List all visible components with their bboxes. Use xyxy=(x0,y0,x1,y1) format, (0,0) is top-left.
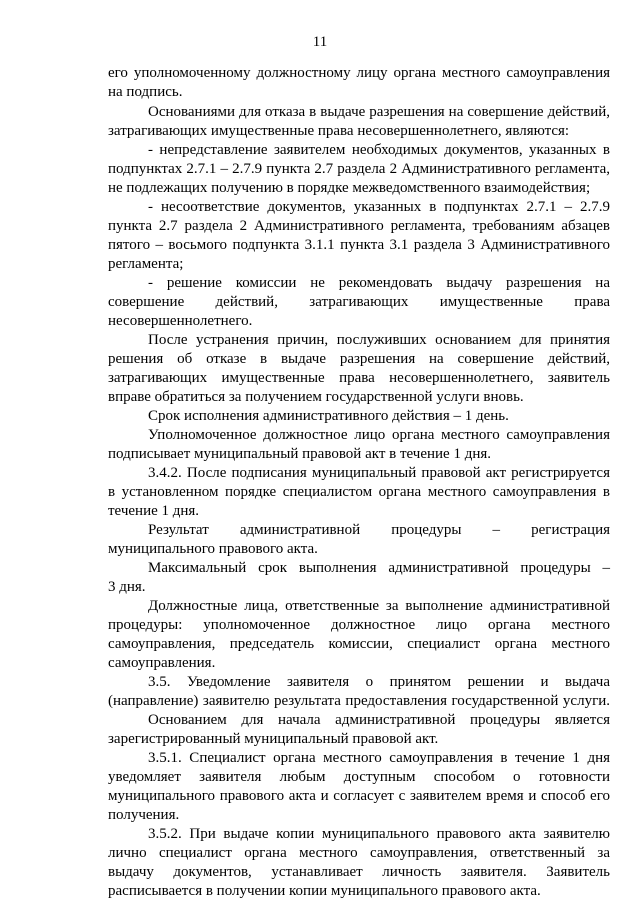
page-number: 11 xyxy=(312,34,328,50)
text-line: его уполномоченному должностному лицу органа местного самоуправления xyxy=(108,65,610,81)
text-line: 3.5.2. При выдаче копии муниципального правового акта заявителю xyxy=(148,826,610,842)
text-line: Основаниями для отказа в выдаче разрешения на совершение действий, xyxy=(148,104,610,120)
text-line: зарегистрированный муниципальный правовой акт. xyxy=(108,731,439,747)
text-line: затрагивающих имущественные права несовершеннолетнего, заявитель xyxy=(108,370,610,386)
text-line: течение 1 дня. xyxy=(108,503,200,519)
text-line: муниципального правового акта и согласует с заявителем время и способ его xyxy=(108,788,610,804)
text-line: самоуправления, председатель комиссии, специалист органа местного xyxy=(108,636,610,652)
text-line: самоуправления. xyxy=(108,655,216,671)
text-line: - непредставление заявителем необходимых документов, указанных в xyxy=(148,142,610,158)
text-line: Должностные лица, ответственные за выполнение административной xyxy=(148,598,610,614)
text-line: процедуры: уполномоченное должностное лицо органа местного xyxy=(108,617,610,633)
text-line: 3.5.1. Специалист органа местного самоуправления в течение 1 дня xyxy=(148,750,610,766)
text-line: пятого – восьмого подпункта 3.1.1 пункта 3.1 раздела 3 Административного xyxy=(108,237,610,253)
text-line: решения об отказе в выдаче разрешения на совершение действий, xyxy=(108,351,610,367)
text-line: 3.5. Уведомление заявителя о принятом решении и выдача xyxy=(148,674,610,690)
text-line: пункта 2.7 раздела 2 Административного регламента, требованиям абзацев xyxy=(108,218,610,234)
text-line: муниципального правового акта. xyxy=(108,541,318,557)
text-line: После устранения причин, послуживших основанием для принятия xyxy=(148,332,610,348)
text-line: расписывается в получении копии муниципального правового акта. xyxy=(108,883,541,899)
text-line: получения. xyxy=(108,807,180,823)
text-line: в установленном порядке специалистом органа местного самоуправления в xyxy=(108,484,610,500)
text-line: несовершеннолетнего. xyxy=(108,313,253,329)
text-line: - решение комиссии не рекомендовать выдачу разрешения на xyxy=(148,275,610,291)
text-line: лично специалист органа местного самоуправления, ответственный за xyxy=(108,845,610,861)
text-line: вправе обратиться за получением государственной услуги вновь. xyxy=(108,389,524,405)
text-line: 3.4.2. После подписания муниципальный правовой акт регистрируется xyxy=(148,465,610,481)
text-line: (направление) заявителю результата предоставления государственной услуги. xyxy=(108,693,610,709)
text-line: Уполномоченное должностное лицо органа местного самоуправления xyxy=(148,427,610,443)
text-line: - несоответствие документов, указанных в подпунктах 2.7.1 – 2.7.9 xyxy=(148,199,610,215)
text-line: на подпись. xyxy=(108,84,183,100)
text-line: выдачу документов, устанавливает личность заявителя. Заявитель xyxy=(108,864,610,880)
text-line: Срок исполнения административного действия – 1 день. xyxy=(148,408,509,424)
text-line: Основанием для начала административной процедуры является xyxy=(148,712,610,728)
text-line: 3 дня. xyxy=(108,579,146,595)
text-line: затрагивающих имущественные права несовершеннолетнего, являются: xyxy=(108,123,570,139)
text-line: совершение действий, затрагивающих имущественные права xyxy=(108,294,610,310)
text-line: уведомляет заявителя любым доступным способом о готовности xyxy=(108,769,610,785)
text-line: Результат административной процедуры – регистрация xyxy=(148,522,610,538)
text-line: подписывает муниципальный правовой акт в течение 1 дня. xyxy=(108,446,492,462)
text-line: регламента; xyxy=(108,256,184,272)
text-line: подпунктах 2.7.1 – 2.7.9 пункта 2.7 раздела 2 Административного регламента, xyxy=(108,161,610,177)
text-line: не подлежащих получению в порядке межведомственного взаимодействия; xyxy=(108,180,591,196)
text-line: Максимальный срок выполнения административной процедуры – xyxy=(148,560,610,576)
